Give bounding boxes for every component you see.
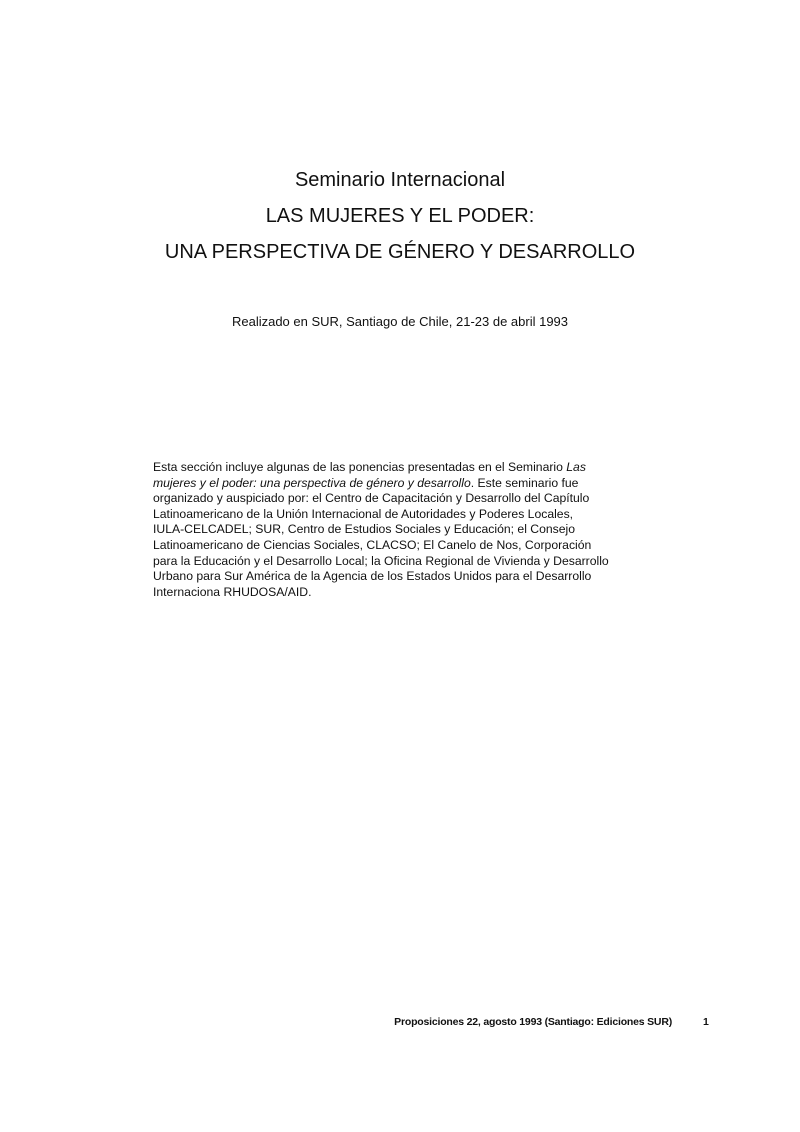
intro-paragraph: [153, 460, 653, 600]
intro-italic-title: mujeres y el poder: una perspectiva de género y desarrollo: [153, 475, 471, 490]
page-number: 1: [703, 1016, 709, 1028]
footer-citation: Proposiciones 22, agosto 1993 (Santiago: Ediciones SUR): [394, 1016, 672, 1028]
seminar-subtitle: UNA PERSPECTIVA DE GÉNERO Y DESARROLLO: [164, 241, 636, 263]
intro-line-6: Latinoamericano de Ciencias Sociales, CLACSO; El Canelo de Nos, Corporación: [153, 537, 592, 552]
title-block: [0, 162, 800, 270]
intro-line-5: IULA-CELCADEL; SUR, Centro de Estudios Sociales y Educación; el Consejo: [153, 522, 576, 537]
seminar-label: Seminario Internacional: [294, 169, 506, 191]
event-location-date: Realizado en SUR, Santiago de Chile, 21-23 de abril 1993: [231, 314, 569, 329]
intro-line-9: Internaciona RHUDOSA/AID.: [153, 584, 312, 599]
seminar-title: LAS MUJERES Y EL PODER:: [265, 205, 535, 227]
page-footer: [0, 1016, 800, 1036]
intro-line-7: para la Educación y el Desarrollo Local; la Oficina Regional de Vivienda y Desarrollo: [153, 553, 609, 568]
intro-line-1: [153, 460, 653, 476]
intro-text: . Este seminario fue: [470, 475, 579, 490]
intro-line-3: organizado y auspiciado por: el Centro de Capacitación y Desarrollo del Capítulo: [153, 491, 590, 506]
intro-line-2: [153, 476, 653, 492]
intro-italic-title: Las: [566, 460, 586, 474]
intro-line-8: Urbano para Sur América de la Agencia de los Estados Unidos para el Desarrollo: [153, 569, 592, 584]
intro-text: Esta sección incluye algunas de las ponencias presentadas en el Seminario: [153, 460, 567, 474]
intro-line-4: Latinoamericano de la Unión Internacional de Autoridades y Poderes Locales,: [153, 506, 574, 521]
